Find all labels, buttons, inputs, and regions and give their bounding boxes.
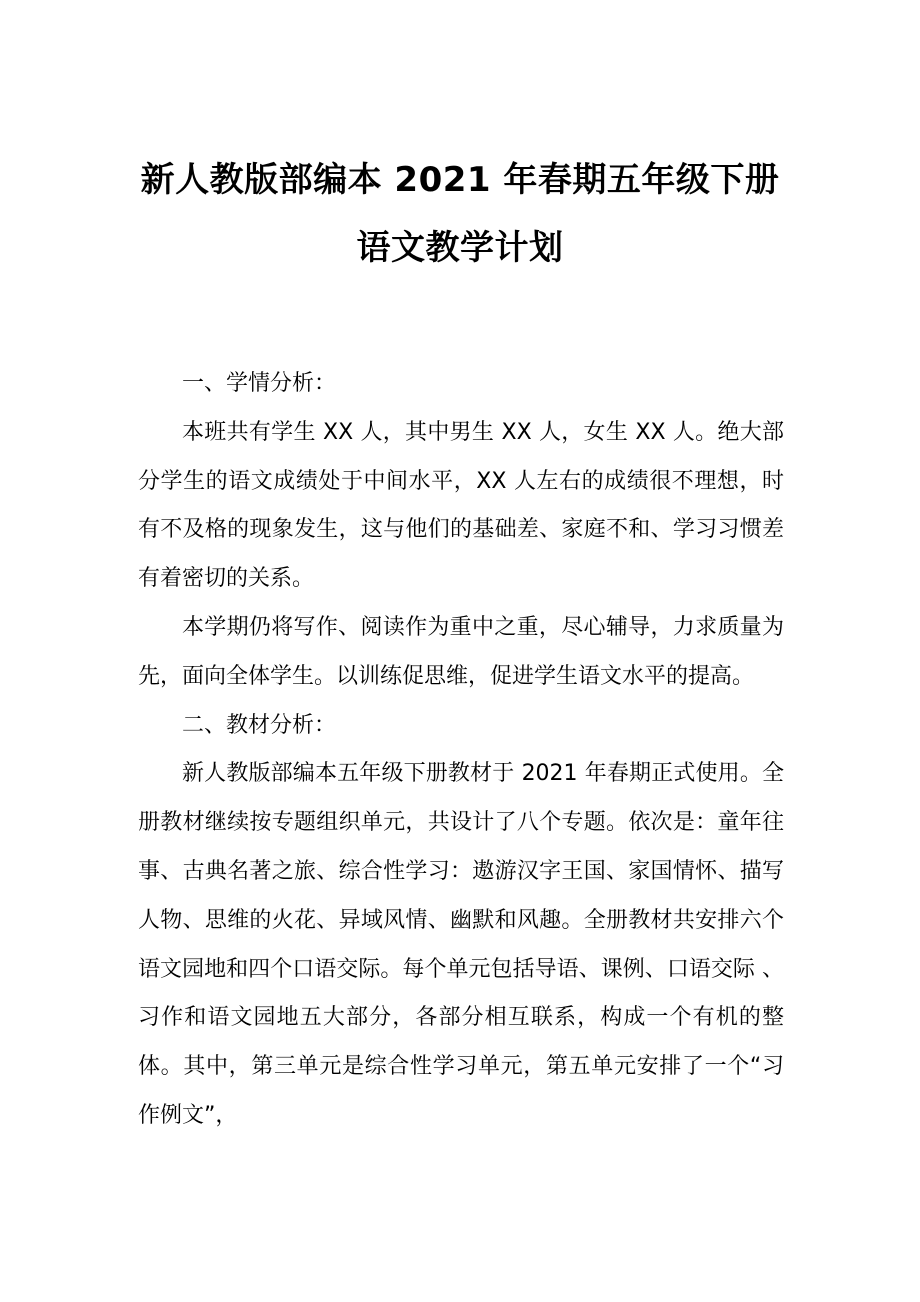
document-title-line-2: 语文教学计划 <box>356 228 564 268</box>
paragraph-textbook-overview: 新人教版部编本五年级下册教材于 2021 年春期正式使用。全册教材继续按专题组织单元，共设计了八个专题。依次是：童年往事、古典名著之旅、综合性学习：遨游汉字王国、家国情怀、描写人物、思维的火花、异域风情、幽默和风趣。全册教材共安排六个语文园地和四个口语交际。每个单元包括导语、课例、口语交际 、习作和语文园地五大部分，各部分相互联系，构成一个有机的整体。其中，第三单元是综合性学习单元，第五单元安排了一个“习作例文”， <box>138 761 784 1128</box>
section-heading-learning-analysis: 一、学情分析： <box>182 371 337 396</box>
paragraph-class-overview: 本班共有学生 XX 人，其中男生 XX 人，女生 XX 人。绝大部分学生的语文成绩处于中间水平，XX 人左右的成绩很不理想，时有不及格的现象发生，这与他们的基础差、家庭不和、学习习惯差有着密切的关系。 <box>138 419 784 592</box>
document-title-line-1: 新人教版部编本 2021 年春期五年级下册 <box>140 160 780 200</box>
paragraph-semester-focus: 本学期仍将写作、阅读作为重中之重，尽心辅导，力求质量为先，面向全体学生。以训练促思维，促进学生语文水平的提高。 <box>138 614 784 689</box>
section-heading-textbook-analysis: 二、教材分析： <box>182 712 337 738</box>
document-body <box>138 360 784 1141</box>
